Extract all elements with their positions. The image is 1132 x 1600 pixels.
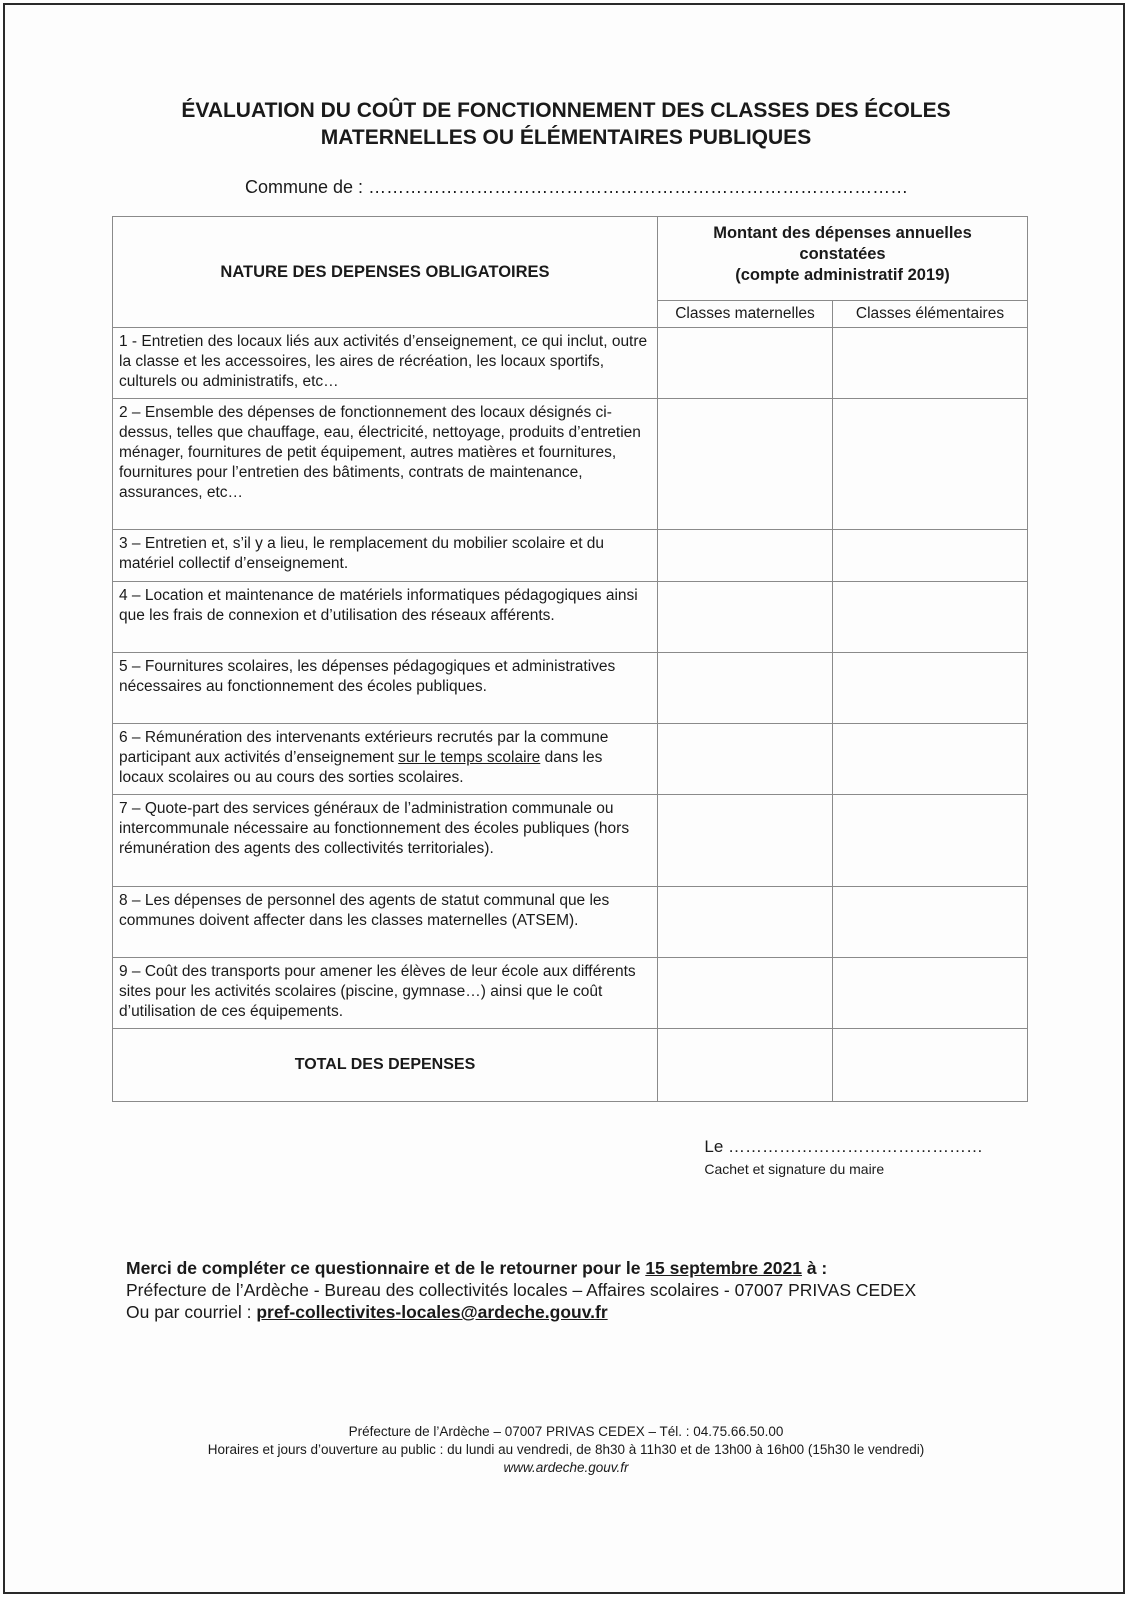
row-3-elementaires-cell[interactable] xyxy=(833,530,1028,582)
table-row xyxy=(113,582,1028,653)
table-row-total xyxy=(113,1029,1028,1102)
row-6-underlined: sur le temps scolaire xyxy=(398,749,541,766)
row-1-label: 1 - Entretien des locaux liés aux activités d’enseignement, ce qui inclut, outre la classe et les accessoires, les aires de récréation, les locaux sportifs, culturels ou administratifs, etc… xyxy=(113,328,658,399)
instructions-email-line xyxy=(126,1301,916,1323)
row-8-elementaires-cell[interactable] xyxy=(833,887,1028,958)
total-elementaires-cell[interactable] xyxy=(833,1029,1028,1102)
row-6-maternelles-cell[interactable] xyxy=(658,724,833,795)
row-9-elementaires-cell[interactable] xyxy=(833,958,1028,1029)
row-7-label: 7 – Quote-part des services généraux de l’administration communale ou intercommunale nécessaire au fonctionnement des écoles publiques (hors rémunération des agents des collectivités territoriales). xyxy=(113,795,658,887)
instructions-text: Merci de compléter ce questionnaire et de le retourner pour le xyxy=(126,1258,646,1278)
instructions-line-1 xyxy=(126,1257,916,1279)
table-row xyxy=(113,399,1028,530)
title-line-1: ÉVALUATION DU COÛT DE FONCTIONNEMENT DES CLASSES DES ÉCOLES xyxy=(181,99,951,122)
header-nature: NATURE DES DEPENSES OBLIGATOIRES xyxy=(113,217,658,328)
row-8-maternelles-cell[interactable] xyxy=(658,887,833,958)
header-montant-line-3: (compte administratif 2019) xyxy=(735,266,950,284)
table-row xyxy=(113,795,1028,887)
header-maternelles: Classes maternelles xyxy=(658,301,833,328)
row-5-maternelles-cell[interactable] xyxy=(658,653,833,724)
row-5-label: 5 – Fournitures scolaires, les dépenses pédagogiques et administratives nécessaires au fonctionnement des écoles publiques. xyxy=(113,653,658,724)
commune-field[interactable] xyxy=(245,177,908,198)
document-page xyxy=(3,3,1125,1594)
table-row xyxy=(113,887,1028,958)
header-montant-line-1: Montant des dépenses annuelles xyxy=(713,224,972,242)
row-7-elementaires-cell[interactable] xyxy=(833,795,1028,887)
row-4-elementaires-cell[interactable] xyxy=(833,582,1028,653)
return-instructions xyxy=(126,1257,916,1323)
commune-dots: ……………………………………………………………………………… xyxy=(368,177,909,197)
row-6-elementaires-cell[interactable] xyxy=(833,724,1028,795)
table-row xyxy=(113,530,1028,582)
title-line-2: MATERNELLES OU ÉLÉMENTAIRES PUBLIQUES xyxy=(320,126,812,149)
row-2-elementaires-cell[interactable] xyxy=(833,399,1028,530)
row-3-label: 3 – Entretien et, s’il y a lieu, le remplacement du mobilier scolaire et du matériel collectif d’enseignement. xyxy=(113,530,658,582)
table-row xyxy=(113,958,1028,1029)
header-montant-line-2: constatées xyxy=(799,245,886,263)
row-9-maternelles-cell[interactable] xyxy=(658,958,833,1029)
header-montant xyxy=(658,217,1028,301)
row-1-maternelles-cell[interactable] xyxy=(658,328,833,399)
total-label: TOTAL DES DEPENSES xyxy=(113,1029,658,1102)
table-row xyxy=(113,724,1028,795)
expenses-table xyxy=(112,216,1028,1102)
row-9-label: 9 – Coût des transports pour amener les élèves de leur école aux différents sites pour les activités scolaires (piscine, gymnase…) ainsi que le coût d’utilisation de ces équipements. xyxy=(113,958,658,1029)
row-6-label xyxy=(113,724,658,795)
instructions-address: Préfecture de l’Ardèche - Bureau des collectivités locales – Affaires scolaires - 07007 PRIVAS CEDEX xyxy=(126,1280,917,1300)
row-4-maternelles-cell[interactable] xyxy=(658,582,833,653)
row-4-label: 4 – Location et maintenance de matériels informatiques pédagogiques ainsi que les frais de connexion et d’utilisation des réseaux afférents. xyxy=(113,582,658,653)
header-elementaires: Classes élémentaires xyxy=(833,301,1028,328)
row-2-maternelles-cell[interactable] xyxy=(658,399,833,530)
date-field[interactable]: Le ……………………………………… xyxy=(704,1137,983,1156)
row-7-maternelles-cell[interactable] xyxy=(658,795,833,887)
footer-hours: Horaires et jours d’ouverture au public : du lundi au vendredi, de 8h30 à 11h30 et de 13h00 à 16h00 (15h30 le vendredi) xyxy=(207,1442,925,1457)
signature-block xyxy=(704,1137,983,1177)
row-5-elementaires-cell[interactable] xyxy=(833,653,1028,724)
email-label: Ou par courriel : xyxy=(126,1302,257,1322)
page-footer xyxy=(5,1423,1127,1477)
total-maternelles-cell[interactable] xyxy=(658,1029,833,1102)
row-8-label: 8 – Les dépenses de personnel des agents de statut communal que les communes doivent affecter dans les classes maternelles (ATSEM). xyxy=(113,887,658,958)
footer-website-link[interactable]: www.ardeche.gouv.fr xyxy=(503,1460,629,1475)
row-6-text: 6 – Rémunération des intervenants extérieurs recrutés par la commune participant aux activités d’enseignement xyxy=(119,729,609,766)
row-2-label: 2 – Ensemble des dépenses de fonctionnement des locaux désignés ci-dessus, telles que chauffage, eau, électricité, nettoyage, produits d’entretien ménager, fournitures de petit équipement, autres matières et fournitures, fournitures pour l’entretien des bâtiments, contrats de maintenance, assurances, etc… xyxy=(113,399,658,530)
row-6-tail: dans les locaux scolaires ou au cours des sorties scolaires. xyxy=(119,749,603,786)
footer-address: Préfecture de l’Ardèche – 07007 PRIVAS CEDEX – Tél. : 04.75.66.50.00 xyxy=(348,1424,784,1439)
table-row xyxy=(113,328,1028,399)
email-link[interactable]: pref-collectivites-locales@ardeche.gouv.fr xyxy=(256,1302,608,1322)
page-title xyxy=(5,97,1127,151)
deadline-date: 15 septembre 2021 xyxy=(645,1258,802,1278)
row-1-elementaires-cell[interactable] xyxy=(833,328,1028,399)
instructions-end: à : xyxy=(801,1258,828,1278)
signature-caption: Cachet et signature du maire xyxy=(704,1161,885,1177)
commune-label: Commune de : xyxy=(245,177,364,197)
row-3-maternelles-cell[interactable] xyxy=(658,530,833,582)
table-row xyxy=(113,653,1028,724)
